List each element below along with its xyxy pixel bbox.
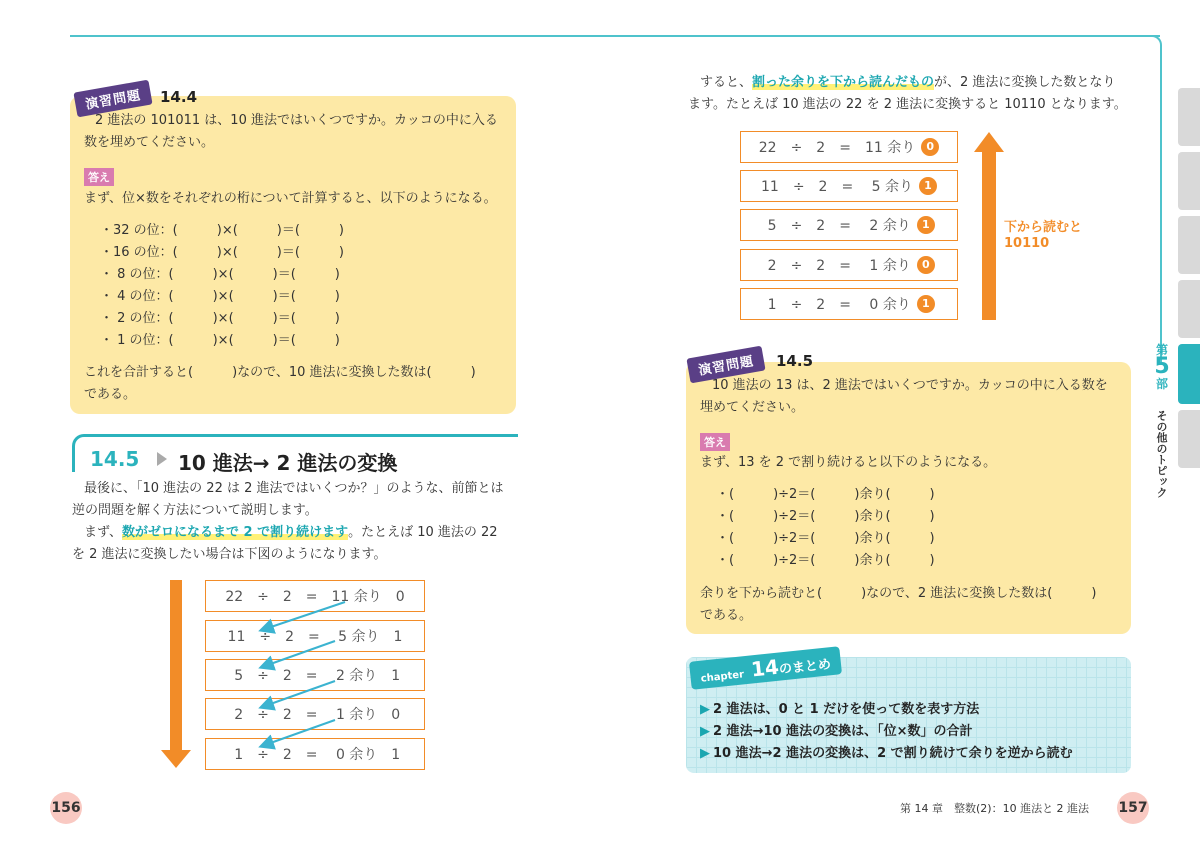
exercise-question: 埋めてください。 (700, 400, 805, 415)
section-title: 10 進法→ 2 進法の変換 (178, 451, 398, 475)
body-text: 逆の問題を解く方法について説明します。 (72, 503, 318, 518)
exercise-number: 14.4 (160, 88, 198, 106)
division-row: 11 ÷ 2 = 5 余り 1 (740, 170, 958, 202)
answer-intro: まず、位×数をそれぞれの桁について計算すると、以下のようになる。 (84, 191, 497, 206)
bullet-triangle-icon: ▶ (700, 746, 710, 761)
answer-row: ・( )÷2＝( )余り( ) (716, 531, 935, 546)
highlight-text: 数がゼロになるまで 2 で割り続けます (121, 525, 349, 540)
bullet-triangle-icon: ▶ (700, 702, 710, 717)
carry-arrow (262, 681, 335, 707)
exercise-ribbon: 演習問題 (73, 80, 152, 118)
division-row: 22 ÷ 2 = 11 余り 0 (205, 580, 425, 612)
answer-row: ・ 8 の位：( )×( )＝( ) (100, 267, 340, 282)
exercise-question: 10 進法の 13 は、2 進法ではいくつですか。カッコの中に入る数を (712, 378, 1108, 393)
side-tab-active (1178, 344, 1200, 404)
summary-item: ▶ 2 進法は、0 と 1 だけを使って数を表す方法 (700, 702, 980, 717)
division-row: 1 ÷ 2 = 0 余り 1 (740, 288, 958, 320)
answer-conclusion: これを合計すると( )なので、10 進法に変換した数は( ) (84, 365, 476, 380)
arrow-label: 下から読むと 10110 (1004, 220, 1083, 251)
exercise-ribbon: 演習問題 (686, 346, 765, 384)
exercise-question: 数を埋めてください。 (84, 135, 215, 150)
page-number-left: 156 (50, 792, 82, 824)
side-tab (1178, 410, 1200, 468)
remainder-badge: 0 (921, 138, 939, 156)
header-rule-corner (1150, 35, 1162, 365)
answer-row: ・ 4 の位：( )×( )＝( ) (100, 289, 340, 304)
exercise-number: 14.5 (776, 352, 814, 370)
answer-conclusion: である。 (84, 387, 137, 402)
division-row: 2 ÷ 2 = 1 余り 0 (740, 249, 958, 281)
page-number-right: 157 (1117, 792, 1149, 824)
summary-item: ▶ 10 進法→2 進法の変換は、2 で割り続けて余りを逆から読む (700, 746, 1073, 761)
answer-row: ・( )÷2＝( )余り( ) (716, 553, 935, 568)
highlight-text: 割った余りを下から読んだもの (752, 75, 935, 90)
body-text: まず、数がゼロになるまで 2 で割り続けます。たとえば 10 進法の 22 (84, 525, 498, 540)
answer-intro: まず、13 を 2 で割り続けると以下のようになる。 (700, 455, 997, 470)
body-text: 最後に、「10 進法の 22 は 2 進法ではいくつか？」のような、前節とは (84, 481, 504, 496)
summary-badge: chapter 14のまとめ (689, 646, 842, 690)
side-tab (1178, 280, 1200, 338)
part-label: 第 5 部 (1154, 343, 1170, 391)
up-arrow-icon (982, 150, 996, 320)
answer-label: 答え (84, 168, 114, 186)
remainder-badge: 1 (919, 177, 937, 195)
carry-arrow (262, 602, 345, 630)
division-row: 11 ÷ 2 = 5 余り 1 (205, 620, 425, 652)
answer-row: ・( )÷2＝( )余り( ) (716, 487, 935, 502)
body-text: を 2 進法に変換したい場合は下図のようになります。 (72, 547, 387, 562)
part-title: その他のトピック (1155, 410, 1168, 498)
division-row: 5 ÷ 2 = 2 余り 1 (740, 209, 958, 241)
body-text: すると、割った余りを下から読んだものが、2 進法に変換した数となり (700, 75, 1116, 90)
division-row: 5 ÷ 2 = 2 余り 1 (205, 659, 425, 691)
division-row: 2 ÷ 2 = 1 余り 0 (205, 698, 425, 730)
carry-arrow (262, 641, 335, 667)
answer-row: ・32 の位：( )×( )＝( ) (100, 223, 344, 238)
exercise-question: 2 進法の 101011 は、10 進法ではいくつですか。カッコの中に入る (95, 113, 498, 128)
section-number: 14.5 (90, 447, 140, 471)
side-tab (1178, 216, 1200, 274)
answer-conclusion: である。 (700, 608, 753, 623)
answer-row: ・( )÷2＝( )余り( ) (716, 509, 935, 524)
answer-row: ・ 1 の位：( )×( )＝( ) (100, 333, 340, 348)
division-row: 1 ÷ 2 = 0 余り 1 (205, 738, 425, 770)
answer-conclusion: 余りを下から読むと( )なので、2 進法に変換した数は( ) (700, 586, 1097, 601)
answer-row: ・16 の位：( )×( )＝( ) (100, 245, 344, 260)
remainder-badge: 0 (917, 256, 935, 274)
answer-row: ・ 2 の位：( )×( )＝( ) (100, 311, 340, 326)
summary-item: ▶ 2 進法→10 進法の変換は、「位×数」の合計 (700, 724, 973, 739)
remainder-badge: 1 (917, 295, 935, 313)
answer-label: 答え (700, 433, 730, 451)
running-footer: 第 14 章 整数(2)：10 進法と 2 進法 (900, 802, 1090, 815)
body-text: ます。たとえば 10 進法の 22 を 2 進法に変換すると 10110 となります。 (688, 97, 1127, 112)
remainder-badge: 1 (917, 216, 935, 234)
division-row: 22 ÷ 2 = 11 余り 0 (740, 131, 958, 163)
up-arrow-head (974, 132, 1004, 152)
side-tab (1178, 152, 1200, 210)
carry-arrow (262, 720, 335, 746)
bullet-triangle-icon: ▶ (700, 724, 710, 739)
side-tab (1178, 88, 1200, 146)
